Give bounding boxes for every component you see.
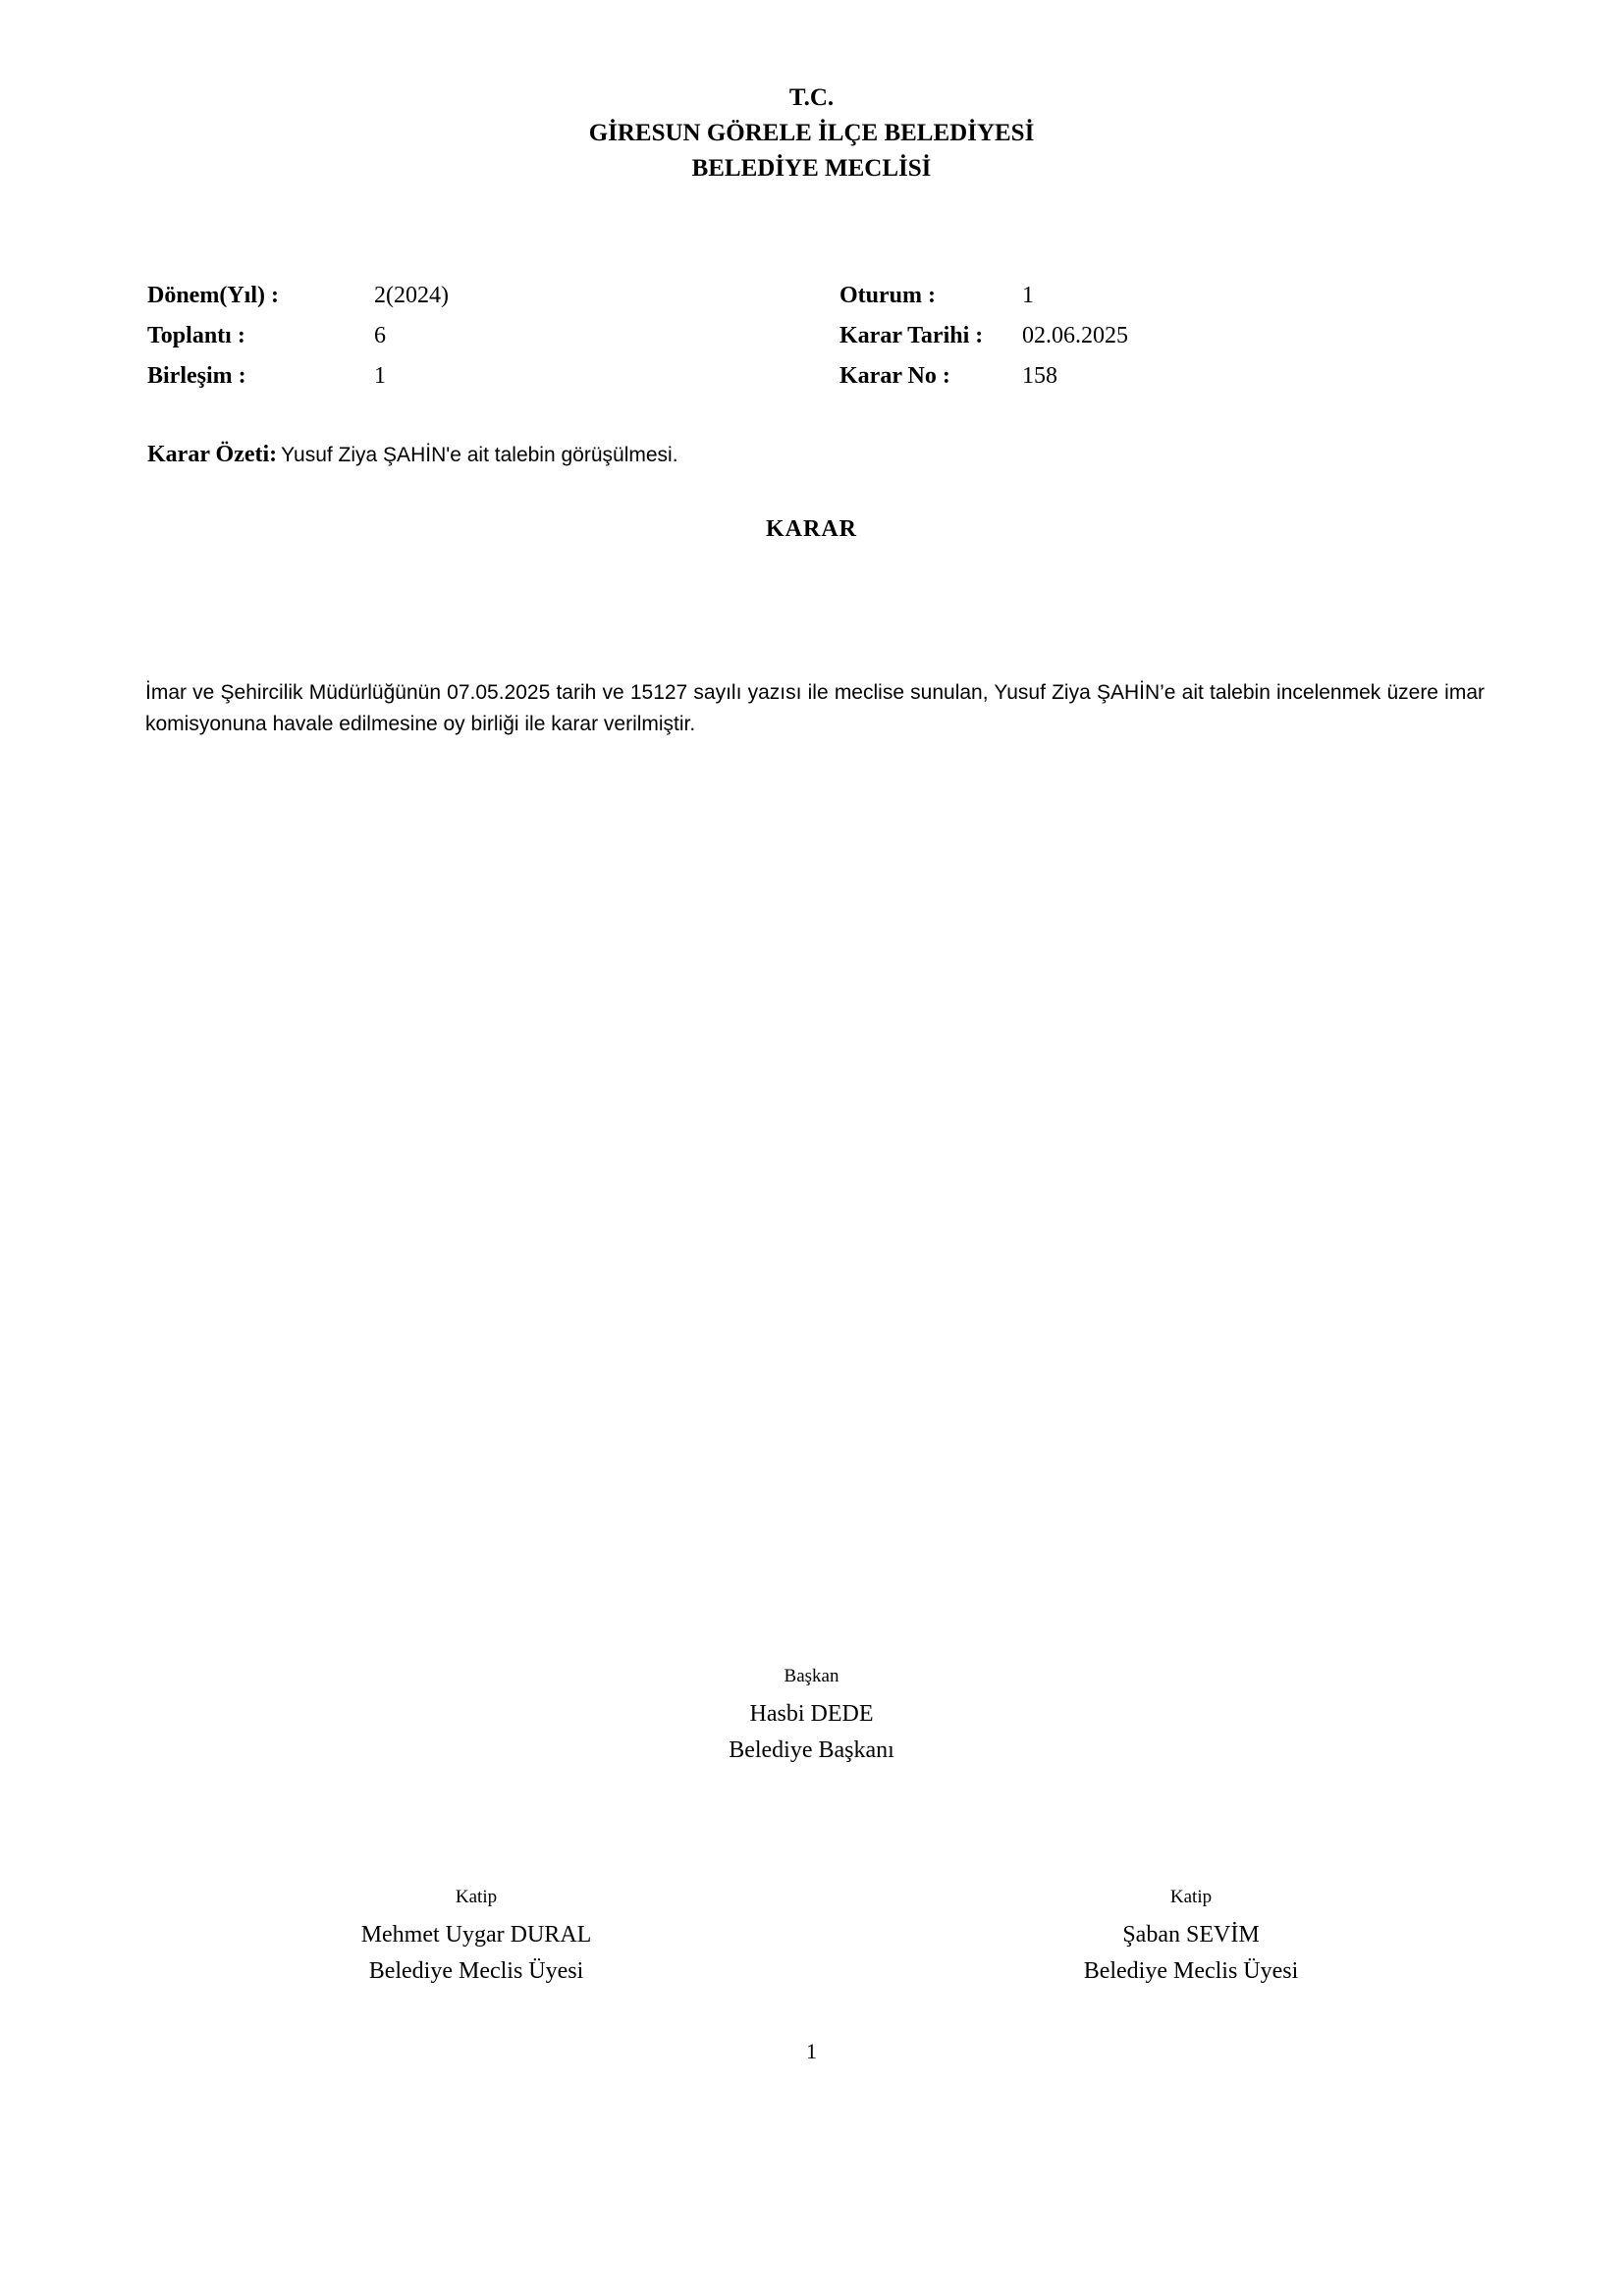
- signature-clerk-left-role: Katip: [455, 1887, 498, 1907]
- signature-president-name: Hasbi DEDE: [749, 1701, 874, 1727]
- decision-summary-text: Yusuf Ziya ŞAHİN'e ait talebin görüşülmesi.: [281, 444, 678, 466]
- meta-row-oturum: [839, 276, 1478, 316]
- signature-president-title: Belediye Başkanı: [729, 1737, 894, 1763]
- meta-row-karar-no: [839, 356, 1478, 397]
- meta-label-karar-no: Karar No :: [839, 363, 950, 389]
- decision-heading: KARAR: [766, 516, 857, 542]
- decision-summary-line: [147, 440, 1486, 472]
- header-municipality-line: GİRESUN GÖRELE İLÇE BELEDİYESİ: [588, 120, 1035, 146]
- signature-president-role: Başkan: [784, 1666, 839, 1686]
- meta-row-birlesim: [147, 356, 785, 397]
- meta-row-donem: [147, 276, 785, 316]
- meta-row-karar-tarihi: [839, 316, 1478, 356]
- meta-value-karar-no: 158: [1022, 363, 1057, 389]
- page-number: 1: [806, 2039, 817, 2063]
- signature-clerk-right-name: Şaban SEVİM: [1122, 1922, 1260, 1948]
- meta-row-toplanti: [147, 316, 785, 356]
- meta-value-karar-tarihi: 02.06.2025: [1022, 323, 1128, 348]
- decision-summary-label: Karar Özeti:: [147, 442, 278, 467]
- meta-label-birlesim: Birleşim :: [147, 363, 246, 389]
- signature-clerk-right-role: Katip: [1169, 1887, 1213, 1907]
- header-council-line: BELEDİYE MECLİSİ: [691, 155, 932, 182]
- meta-label-karar-tarihi: Karar Tarihi :: [839, 323, 984, 348]
- meta-value-toplanti: 6: [374, 323, 386, 348]
- signature-clerk-left: [157, 1886, 795, 1989]
- meta-column-left: [147, 276, 785, 397]
- signature-clerk-left-name: Mehmet Uygar DURAL: [360, 1922, 592, 1948]
- document-header: [0, 80, 1623, 187]
- signature-president: [0, 1665, 1623, 1768]
- meta-label-toplanti: Toplantı :: [147, 323, 245, 348]
- signature-clerk-right: [872, 1886, 1510, 1989]
- meta-value-oturum: 1: [1022, 283, 1034, 308]
- decision-body-paragraph: İmar ve Şehircilik Müdürlüğünün 07.05.2025 tarih ve 15127 sayılı yazısı ile meclise sunulan, Yusuf Ziya ŞAHİN’e ait talebin incelenmek üzere imar komisyonuna havale edilmesine oy birliği ile karar verilmiştir.: [145, 681, 1485, 735]
- signature-clerk-right-title: Belediye Meclis Üyesi: [1083, 1958, 1299, 1984]
- header-state-line: T.C.: [788, 84, 835, 111]
- meta-value-birlesim: 1: [374, 363, 386, 389]
- meta-value-donem: 2(2024): [374, 283, 449, 308]
- meta-label-oturum: Oturum :: [839, 283, 936, 308]
- signature-clerk-left-title: Belediye Meclis Üyesi: [368, 1958, 584, 1984]
- meta-label-donem: Dönem(Yıl) :: [147, 283, 279, 308]
- meta-column-right: [839, 276, 1478, 397]
